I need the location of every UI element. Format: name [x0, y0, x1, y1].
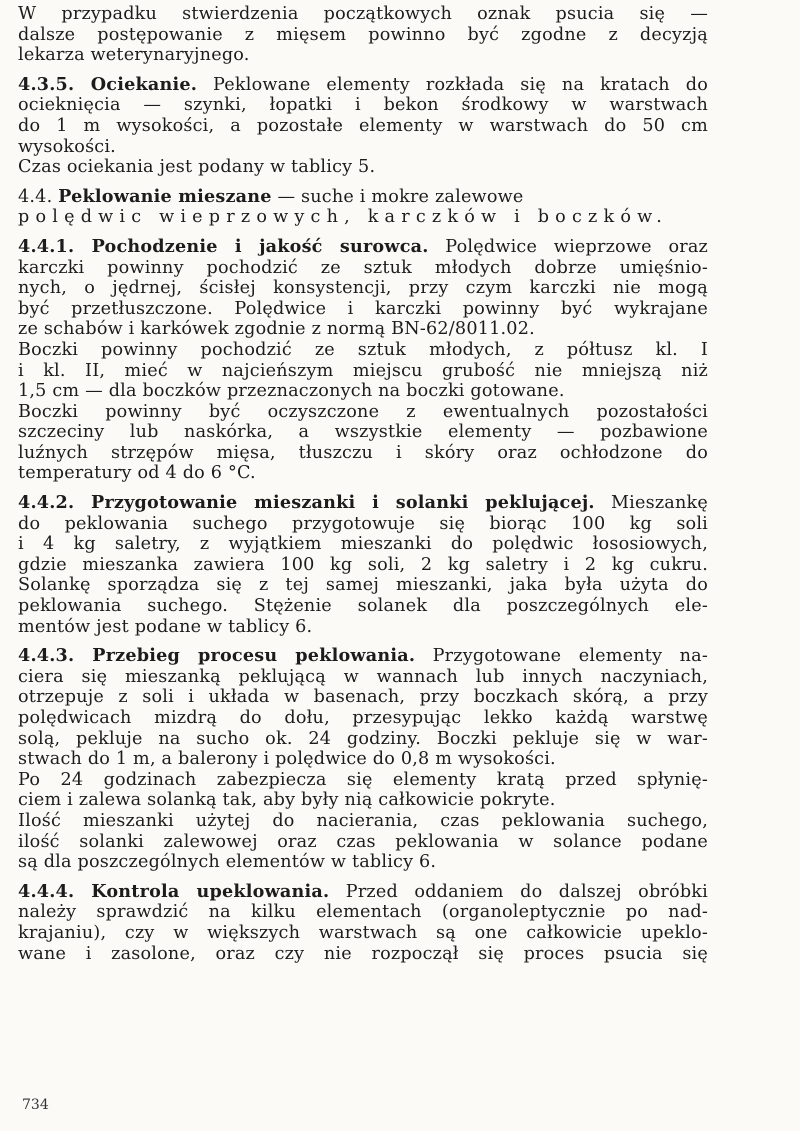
section-4-4-1 — [18, 237, 708, 484]
text-line — [18, 882, 708, 903]
text-line: nych, o jędrnej, ścisłej konsystencji, przy czym karczki nie mogą — [18, 278, 708, 299]
text-line — [18, 493, 708, 514]
text-fragment: Peklowane elementy rozkłada się na kratach do — [213, 74, 708, 95]
text-line: Ilość mieszanki użytej do nacierania, czas peklowania suchego, — [18, 810, 708, 831]
text-line: mentów jest podane w tablicy 6. — [18, 616, 313, 637]
text-line: peklowania suchego. Stężenie solanek dla poszczególnych ele- — [18, 596, 708, 617]
text-line: wysokości. — [18, 136, 116, 157]
text-fragment: Mieszankę — [610, 493, 708, 514]
text-line: polędwicach mizdrą do dołu, przesypując lekko każdą warstwę — [18, 708, 708, 728]
text-fragment: Polędwice wieprzowe oraz — [445, 236, 709, 257]
text-line: lekarza weterynaryjnego. — [18, 45, 250, 66]
text-fragment: Przed oddaniem do dalszej obróbki — [345, 881, 708, 902]
section-4-4 — [18, 187, 708, 228]
text-line: należy sprawdzić na kilku elementach (organoleptycznie po nad- — [18, 902, 708, 923]
section-heading: 4.4.2. Przygotowanie mieszanki i solanki peklującej. — [18, 492, 595, 514]
document-page — [18, 4, 708, 973]
section-title-line — [18, 187, 708, 208]
text-line: krajaniu), czy w większych warstwach są one całkowicie upeklo- — [18, 922, 708, 943]
section-4-4-2 — [18, 493, 708, 637]
section-heading: 4.4.4. Kontrola upeklowania. — [18, 880, 330, 902]
text-line: szczeciny lub naskórka, a wszystkie elementy — pozbawione — [18, 422, 708, 443]
text-line: otrzepuje z soli i układa w basenach, przy boczkach skórą, a przy — [18, 687, 708, 708]
text-line: Solankę sporządza się z tej samej mieszanki, jaka była użyta do — [18, 575, 708, 596]
text-line: temperatury od 4 do 6 °C. — [18, 463, 256, 484]
text-line: solą, pekluje na sucho ok. 24 godziny. Boczki pekluje się w war- — [18, 728, 708, 749]
section-heading: 4.3.5. Ociekanie. — [18, 73, 198, 95]
text-line: W przypadku stwierdzenia początkowych oznak psucia się — — [18, 4, 708, 24]
text-fragment: Przygotowane elementy na- — [432, 646, 709, 667]
text-line: do peklowania suchego przygotowuje się biorąc 100 kg soli — [18, 513, 708, 534]
section-4-3-5 — [18, 75, 708, 178]
text-line: gdzie mieszanka zawiera 100 kg soli, 2 kg saletry i 2 kg cukru. — [18, 554, 708, 575]
text-line: luźnych strzępów mięsa, tłuszczu i skóry oraz ochłodzone do — [18, 442, 708, 463]
intro-paragraph — [18, 4, 708, 66]
text-line: i 4 kg saletry, z wyjątkiem mieszanki do polędwic łososiowych, — [18, 534, 708, 555]
text-line — [18, 646, 708, 667]
text-line: karczki powinny pochodzić ze sztuk młodych dobrze umięśnio- — [18, 257, 708, 278]
text-line — [18, 237, 708, 258]
text-line: Czas ociekania jest podany w tablicy 5. — [18, 157, 376, 178]
text-line: są dla poszczególnych elementów w tablicy 6. — [18, 852, 437, 873]
text-line: i kl. II, mieć w najcieńszym miejscu grubość nie mniejszą niż — [18, 360, 708, 381]
text-line: stwach do 1 m, a balerony i polędwice do 0,8 m wysokości. — [18, 749, 556, 770]
text-line: Boczki powinny być oczyszczone z ewentualnych pozostałości — [18, 401, 708, 422]
section-heading: 4.4.3. Przebieg procesu peklowania. — [18, 645, 416, 667]
text-line — [18, 75, 708, 96]
text-fragment: — suche i mokre zalewowe — [277, 186, 524, 207]
text-line: ciera się mieszanką peklującą w wannach lub innych naczyniach, — [18, 666, 708, 687]
text-line: ze schabów i karkówek zgodnie z normą BN-62/8011.02. — [18, 319, 535, 340]
section-heading: 4.4.1. Pochodzenie i jakość surowca. — [18, 235, 429, 257]
text-line: ciem i zalewa solanką tak, aby były nią całkowicie pokryte. — [18, 790, 556, 811]
text-line: wane i zasolone, oraz czy nie rozpoczął się proces psucia się — [18, 943, 708, 964]
spaced-subtitle: polędwic wieprzowych, karczków i boczków. — [18, 207, 669, 228]
text-line: do 1 m wysokości, a pozostałe elementy w warstwach do 50 cm — [18, 115, 708, 136]
text-line: być przetłuszczone. Polędwice i karczki powinny być wykrajane — [18, 298, 708, 319]
section-number: 4.4. — [18, 186, 53, 207]
section-heading: Peklowanie mieszane — [58, 185, 272, 207]
page-number: 734 — [22, 1097, 49, 1113]
text-line: ocieknięcia — szynki, łopatki i bekon środkowy w warstwach — [18, 95, 708, 116]
text-line: dalsze postępowanie z mięsem powinno być zgodne z decyzją — [18, 24, 708, 45]
text-line: Boczki powinny pochodzić ze sztuk młodych, z półtusz kl. I — [18, 339, 708, 360]
text-line: 1,5 cm — dla boczków przeznaczonych na boczki gotowane. — [18, 381, 565, 402]
section-4-4-3 — [18, 646, 708, 873]
section-4-4-4 — [18, 882, 708, 964]
text-line: Po 24 godzinach zabezpiecza się elementy kratą przed spłynię- — [18, 769, 708, 790]
text-line: ilość solanki zalewowej oraz czas peklowania w solance podane — [18, 831, 708, 852]
